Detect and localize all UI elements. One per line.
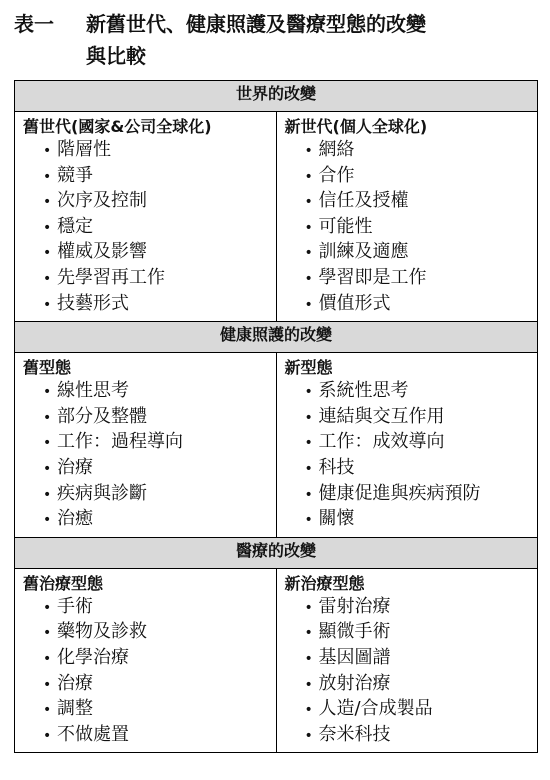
item-text: 階層性: [57, 139, 111, 160]
bullet-icon: •: [304, 296, 313, 313]
list-item: [43, 240, 276, 266]
item-text: 治療: [57, 456, 93, 478]
bullet-icon: •: [304, 512, 313, 529]
list-item: [43, 266, 276, 292]
list-item: [305, 456, 538, 482]
item-text: 調整: [57, 698, 93, 720]
section-header: 世界的改變: [15, 81, 538, 112]
column-heading: 舊治療型態: [23, 573, 104, 593]
item-list: [277, 379, 538, 537]
list-item: [305, 697, 538, 723]
bullet-icon: •: [43, 486, 52, 503]
table-title-continued: 與比較: [86, 44, 146, 68]
list-item: [43, 697, 276, 723]
list-item: [43, 164, 276, 190]
item-text: 疾病與診斷: [57, 482, 147, 504]
bullet-icon: •: [43, 512, 52, 529]
section-content-row: [15, 353, 538, 538]
bullet-icon: •: [43, 599, 52, 616]
item-text: 關懷: [318, 508, 355, 530]
list-item: [43, 620, 276, 646]
list-item: [305, 292, 538, 318]
bullet-icon: •: [43, 219, 52, 236]
item-list: [277, 595, 538, 753]
item-text: 健康促進與疾病預防: [318, 482, 481, 504]
list-item: [305, 164, 538, 190]
section-2-right-column: [276, 568, 538, 753]
list-item: [43, 430, 276, 456]
list-item: [305, 620, 538, 646]
list-item: [305, 595, 538, 621]
list-item: [305, 723, 538, 749]
bullet-icon: •: [304, 409, 313, 426]
column-heading: 舊世代(國家&公司全球化): [23, 117, 212, 136]
bullet-icon: •: [304, 194, 313, 211]
section-header: 健康照護的改變: [15, 322, 538, 353]
section-header-row: [15, 322, 538, 353]
item-text: 工作：過程導向: [57, 431, 183, 453]
list-item: [305, 240, 538, 266]
list-item: [305, 405, 538, 431]
table-number: 表一: [14, 12, 54, 36]
item-text: 化學治療: [57, 646, 129, 668]
bullet-icon: •: [43, 625, 52, 642]
bullet-icon: •: [304, 245, 313, 262]
section-header-row: [15, 537, 538, 568]
list-item: [305, 672, 538, 698]
list-item: [43, 456, 276, 482]
section-0-left-column: [15, 112, 277, 322]
bullet-icon: •: [304, 676, 313, 693]
table-caption: [14, 8, 538, 72]
table-title: 新舊世代、健康照護及醫療型態的改變: [86, 12, 426, 36]
list-item: [43, 138, 276, 164]
column-heading: 新型態: [284, 358, 333, 378]
item-text: 不做處置: [57, 723, 129, 745]
bullet-icon: •: [304, 270, 313, 287]
bullet-icon: •: [304, 460, 313, 477]
section-header-row: [15, 81, 538, 112]
column-heading: 新世代(個人全球化): [284, 117, 428, 136]
bullet-icon: •: [304, 625, 313, 642]
bullet-icon: •: [43, 384, 52, 401]
bullet-icon: •: [304, 435, 313, 452]
bullet-icon: •: [43, 270, 52, 287]
column-heading: 舊型態: [23, 358, 72, 378]
list-item: [43, 507, 276, 533]
comparison-table: [14, 80, 538, 753]
bullet-icon: •: [43, 409, 52, 426]
list-item: [43, 595, 276, 621]
bullet-icon: •: [43, 727, 52, 744]
section-header: 醫療的改變: [15, 537, 538, 568]
bullet-icon: •: [43, 194, 52, 211]
item-text: 連結與交互作用: [318, 405, 445, 427]
item-text: 穩定: [57, 215, 93, 237]
list-item: [43, 215, 276, 241]
list-item: [305, 189, 538, 215]
bullet-icon: •: [304, 702, 313, 719]
bullet-icon: •: [43, 460, 52, 477]
list-item: [43, 292, 276, 318]
list-item: [305, 138, 538, 164]
list-item: [305, 482, 538, 508]
bullet-icon: •: [304, 143, 313, 159]
item-text: 雷射治療: [318, 595, 391, 617]
bullet-icon: •: [43, 702, 52, 719]
list-item: [305, 379, 538, 405]
item-text: 可能性: [318, 215, 373, 237]
item-text: 工作：成效導向: [318, 431, 445, 453]
list-item: [43, 482, 276, 508]
item-text: 信任及授權: [318, 190, 409, 212]
item-text: 次序及控制: [57, 190, 147, 212]
bullet-icon: •: [304, 650, 313, 667]
list-item: [305, 507, 538, 533]
list-item: [305, 430, 538, 456]
item-text: 權威及影響: [57, 241, 147, 263]
bullet-icon: •: [43, 168, 52, 185]
list-item: [43, 379, 276, 405]
bullet-icon: •: [43, 435, 52, 452]
bullet-icon: •: [304, 384, 313, 401]
item-list: [15, 595, 276, 753]
item-list: [277, 138, 538, 321]
item-text: 治癒: [57, 508, 93, 530]
item-text: 基因圖譜: [318, 646, 391, 668]
item-text: 合作: [318, 164, 355, 186]
list-item: [43, 672, 276, 698]
bullet-icon: •: [304, 168, 313, 185]
item-list: [15, 138, 276, 321]
item-text: 奈米科技: [318, 723, 391, 745]
bullet-icon: •: [43, 245, 52, 262]
item-text: 藥物及診救: [57, 621, 147, 643]
item-text: 競爭: [57, 164, 93, 186]
bullet-icon: •: [304, 219, 313, 236]
item-text: 人造/合成製品: [318, 698, 433, 720]
item-list: [15, 379, 276, 537]
section-content-row: [15, 112, 538, 322]
list-item: [43, 189, 276, 215]
bullet-icon: •: [43, 296, 52, 313]
list-item: [43, 646, 276, 672]
item-text: 先學習再工作: [57, 266, 165, 288]
item-text: 手術: [57, 595, 93, 617]
list-item: [305, 215, 538, 241]
item-text: 系統性思考: [318, 380, 409, 402]
section-content-row: [15, 568, 538, 753]
section-0-right-column: [276, 112, 538, 322]
list-item: [43, 723, 276, 749]
bullet-icon: •: [43, 650, 52, 667]
bullet-icon: •: [304, 486, 313, 503]
bullet-icon: •: [304, 727, 313, 744]
item-text: 技藝形式: [57, 292, 129, 314]
column-heading: 新治療型態: [284, 573, 365, 593]
bullet-icon: •: [43, 676, 52, 693]
section-1-left-column: [15, 353, 277, 538]
list-item: [305, 266, 538, 292]
item-text: 部分及整體: [57, 405, 147, 427]
section-2-left-column: [15, 568, 277, 753]
item-text: 網絡: [318, 139, 355, 160]
list-item: [43, 405, 276, 431]
item-text: 放射治療: [318, 672, 391, 694]
item-text: 治療: [57, 672, 93, 694]
item-text: 線性思考: [57, 380, 129, 402]
bullet-icon: •: [304, 599, 313, 616]
item-text: 價值形式: [318, 292, 391, 314]
item-text: 訓練及適應: [318, 241, 409, 263]
item-text: 顯微手術: [318, 621, 391, 643]
section-1-right-column: [276, 353, 538, 538]
list-item: [305, 646, 538, 672]
item-text: 學習即是工作: [318, 266, 427, 288]
item-text: 科技: [318, 456, 355, 478]
bullet-icon: •: [43, 143, 52, 159]
